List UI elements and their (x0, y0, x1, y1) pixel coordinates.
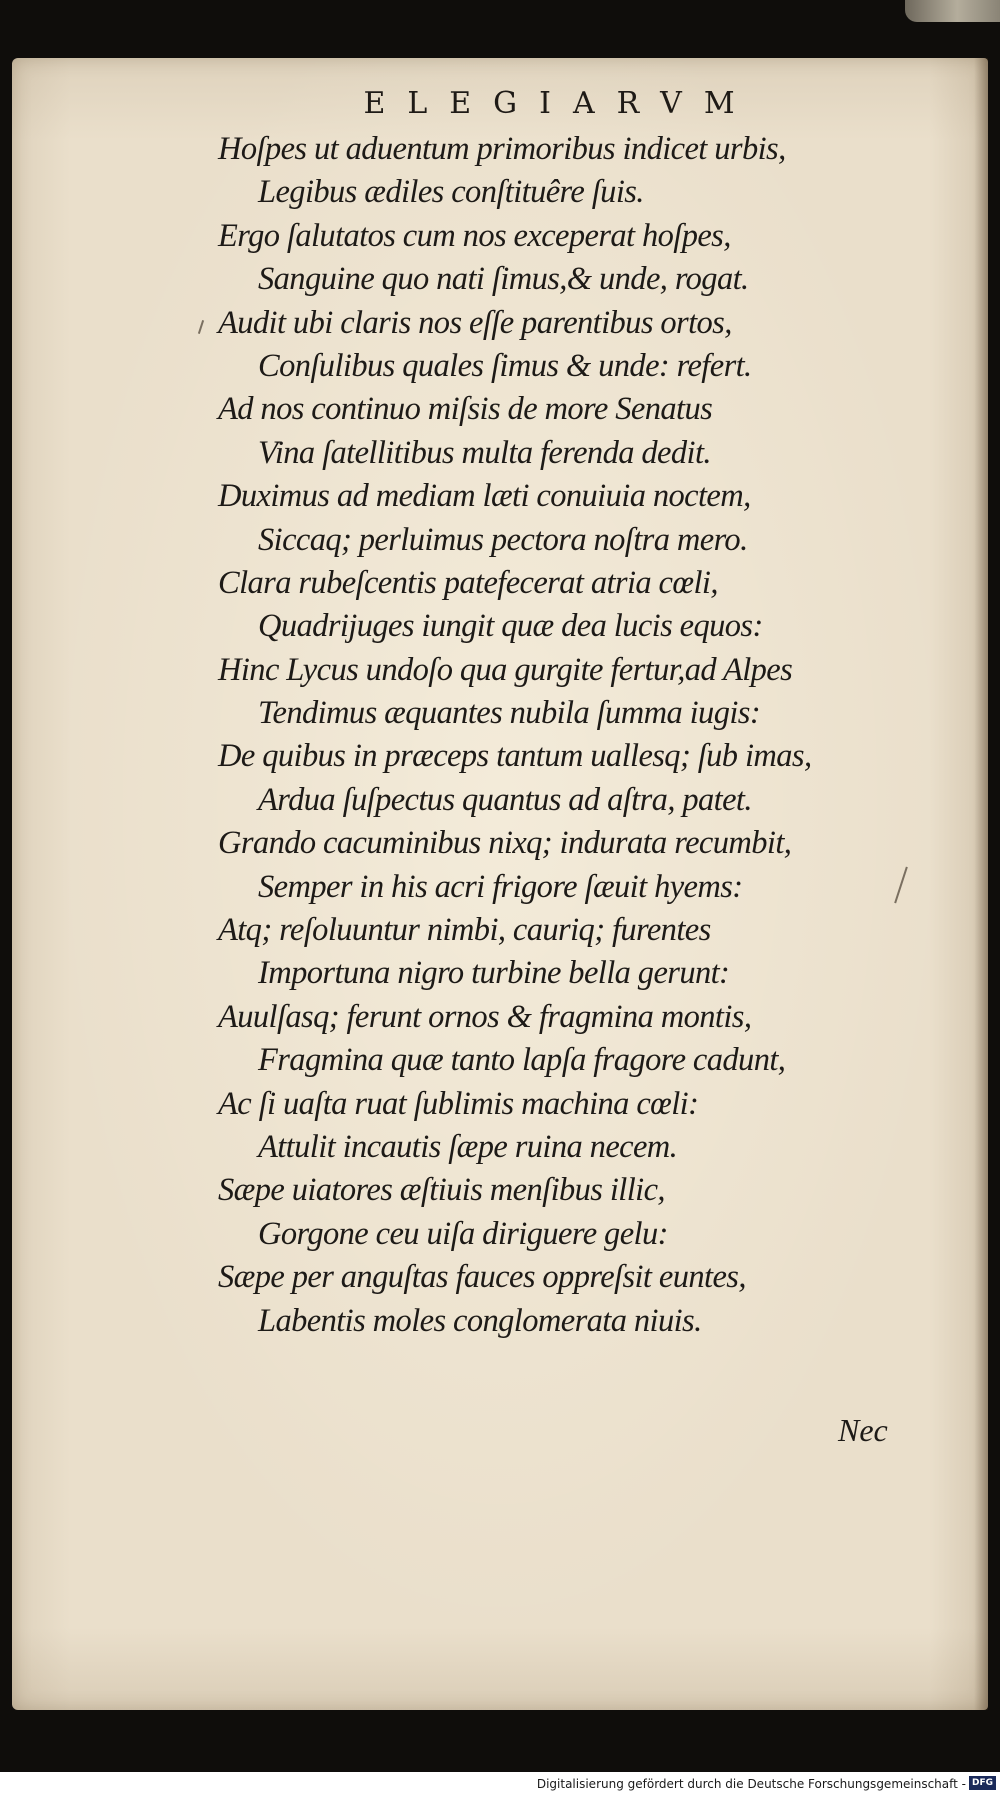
verse-line: Semper in his acri frigore ſæuit hyems: (258, 868, 743, 905)
verse-line: Vina ſatellitibus multa ferenda dedit. (258, 434, 711, 471)
verse-line: Auulſasq; ferunt ornos & fragmina montis, (218, 998, 752, 1035)
footer-bar (0, 1772, 1000, 1794)
verse-line: Fragmina quæ tanto lapſa fragore cadunt, (258, 1042, 786, 1079)
verse-line: Hoſpes ut aduentum primoribus indicet urbis, (218, 131, 786, 167)
verse-line: Ac ſi uaſta ruat ſublimis machina cœli: (218, 1085, 699, 1122)
margin-mark (198, 320, 204, 334)
running-head: ELEGIARVM (363, 86, 757, 121)
verse-line: Conſulibus quales ſimus & unde: refert. (258, 347, 752, 384)
footer-credit: Digitalisierung gefördert durch die Deutsche Forschungsgemeinschaft - (536, 1777, 966, 1791)
verse-line: Clara rubeſcentis patefecerat atria cœli, (218, 564, 718, 601)
verse-line: Sæpe per anguſtas fauces oppreſsit euntes, (218, 1259, 746, 1296)
verse-line: Hinc Lycus undoſo qua gurgite fertur,ad Alpes (218, 651, 793, 688)
verse-line: Attulit incautis ſæpe ruina necem. (258, 1128, 678, 1165)
verse-line: Importuna nigro turbine bella gerunt: (258, 955, 730, 992)
verse-line: Siccaq; perluimus pectora noſtra mero. (258, 521, 748, 558)
verse-line: Grando cacuminibus nixq; indurata recumbit, (218, 825, 792, 862)
verse-line: Ardua ſuſpectus quantus ad aſtra, patet. (258, 781, 752, 818)
verse-line: Duximus ad mediam læti conuiuia noctem, (218, 478, 751, 515)
verse-line: Ad nos continuo miſsis de more Senatus (218, 391, 713, 428)
dfg-logo: DFG (969, 1776, 996, 1790)
verse-line: Tendimus æquantes nubila ſumma iugis: (258, 695, 761, 732)
verse-line: Ergo ſalutatos cum nos exceperat hoſpes, (218, 217, 731, 254)
verse-text (218, 128, 958, 1343)
verse-line: Quadrijuges iungit quæ dea lucis equos: (258, 608, 763, 645)
verse-line: Sæpe uiatores æſtiuis menſibus illic, (218, 1172, 665, 1209)
verse-line: Gorgone ceu uiſa diriguere gelu: (258, 1215, 668, 1252)
verse-line: Labentis moles conglomerata niuis. (258, 1302, 702, 1339)
verse-line: Audit ubi claris nos eſſe parentibus ortos, (218, 304, 732, 341)
verse-line: Legibus ædiles conſtituêre ſuis. (258, 174, 644, 211)
verse-line: Sanguine quo nati ſimus,& unde, rogat. (258, 261, 749, 298)
book-corner (905, 0, 1000, 22)
catchword: Nec (838, 1412, 888, 1448)
verse-line: De quibus in præceps tantum uallesq; ſub imas, (218, 738, 812, 775)
verse-line: Atq; reſoluuntur nimbi, cauriq; furentes (218, 912, 711, 949)
page-edge-shadow (974, 58, 988, 1710)
